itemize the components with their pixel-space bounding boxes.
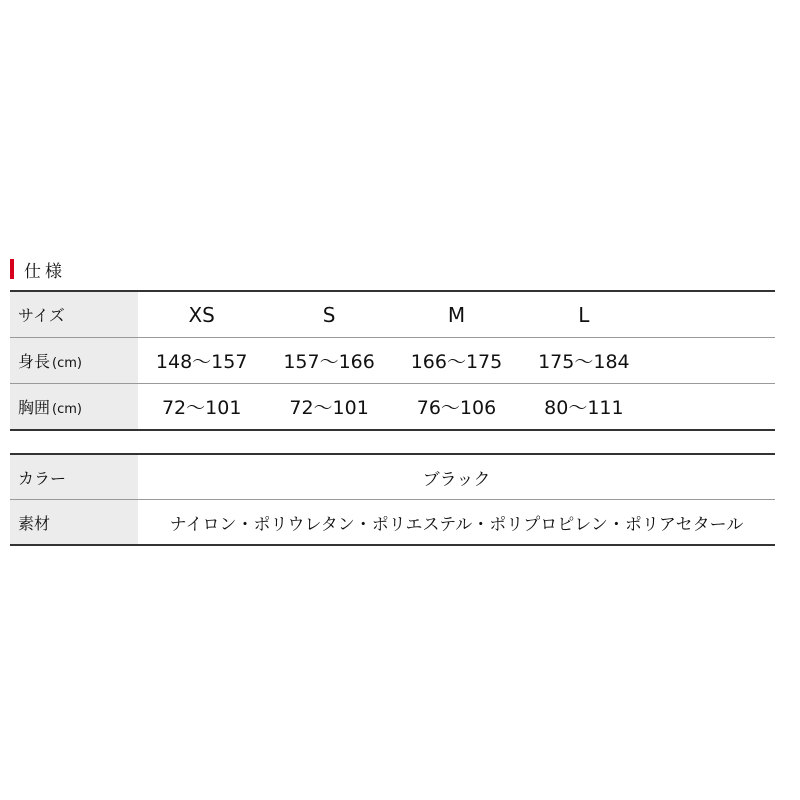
empty-cell — [648, 338, 775, 384]
color-row — [10, 454, 775, 500]
size-table — [10, 290, 775, 431]
heading-accent-bar — [10, 259, 14, 279]
height-row — [10, 338, 775, 384]
chest-label: 胸囲 — [18, 398, 51, 417]
chest-s: 72〜101 — [265, 384, 392, 431]
color-label: カラー — [10, 454, 138, 500]
material-row — [10, 500, 775, 546]
size-l: L — [520, 291, 647, 338]
chest-m: 76〜106 — [393, 384, 520, 431]
chest-l: 80〜111 — [520, 384, 647, 431]
info-table — [10, 453, 775, 546]
height-l: 175〜184 — [520, 338, 647, 384]
height-label: 身長 — [18, 352, 51, 371]
height-s: 157〜166 — [265, 338, 392, 384]
chest-unit: (cm) — [52, 402, 82, 417]
height-unit: (cm) — [52, 356, 82, 371]
size-m: M — [393, 291, 520, 338]
chest-xs: 72〜101 — [138, 384, 265, 431]
material-value: ナイロン・ポリウレタン・ポリエステル・ポリプロピレン・ポリアセタール — [138, 500, 775, 546]
size-xs: XS — [138, 291, 265, 338]
height-xs: 148〜157 — [138, 338, 265, 384]
section-heading — [10, 258, 66, 280]
height-m: 166〜175 — [393, 338, 520, 384]
height-label-cell — [10, 338, 138, 384]
empty-cell — [648, 384, 775, 431]
empty-cell — [648, 291, 775, 338]
size-row — [10, 291, 775, 338]
material-label: 素材 — [10, 500, 138, 546]
section-title: 仕様 — [24, 261, 66, 282]
chest-label-cell — [10, 384, 138, 431]
color-value: ブラック — [138, 454, 775, 500]
size-s: S — [265, 291, 392, 338]
chest-row — [10, 384, 775, 431]
size-label: サイズ — [10, 291, 138, 338]
